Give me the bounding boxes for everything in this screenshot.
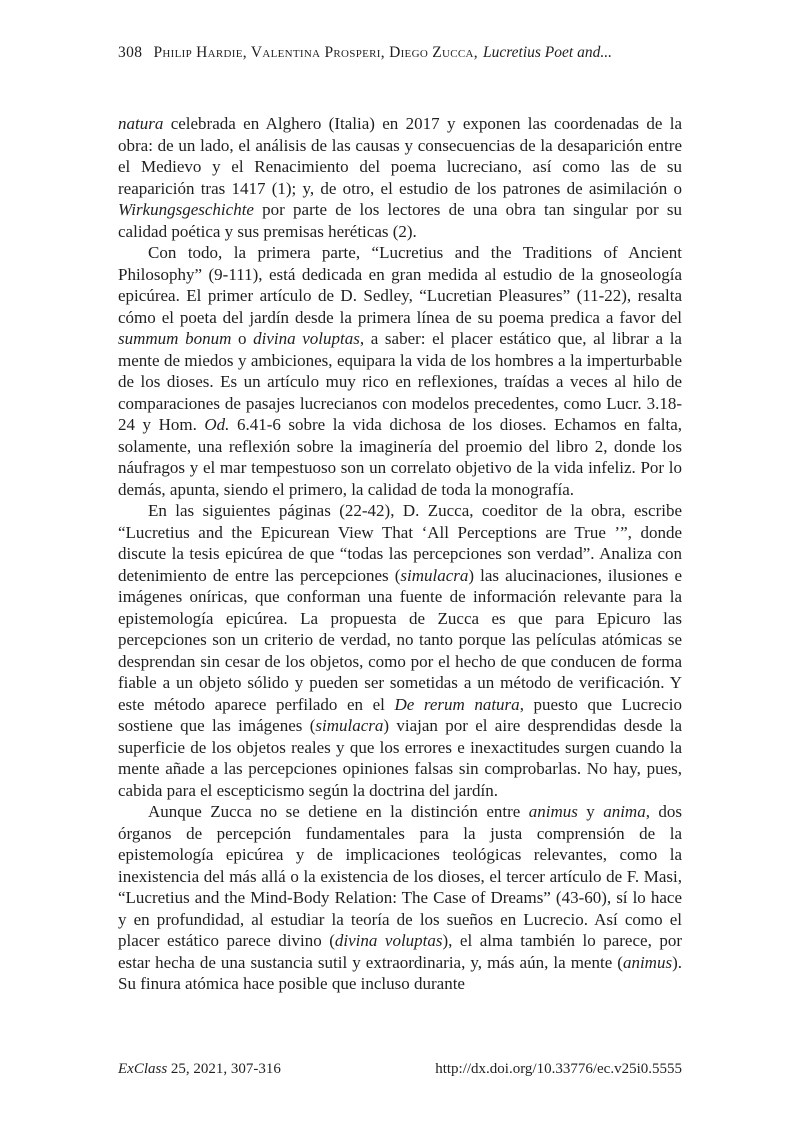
text-segment: En las siguientes páginas (22-42), D. Zucca, coeditor de la obra, escribe “Lucretius and the Epicurean View That ‘All Perceptions are True ’”, donde discute la tesis epicúrea de que “todas las percepciones son verdad”. Analiza con detenimiento de entre las percepciones ( bbox=[118, 501, 682, 585]
italic-text-segment: Wirkungsgeschichte bbox=[118, 200, 254, 219]
citation-details: 25, 2021, 307-316 bbox=[167, 1061, 281, 1077]
paragraph bbox=[118, 801, 682, 995]
text-segment: y bbox=[577, 802, 604, 821]
running-header bbox=[118, 44, 700, 62]
text-segment: o bbox=[231, 329, 254, 348]
review-body-text bbox=[118, 113, 682, 995]
text-segment: ) las alucinaciones, ilusiones e imágenes oníricas, que conforman una fuente de información relevante para la epistemología epicúrea. La propuesta de Zucca es que para Epicuro las percepciones son un criterio de verdad, no tanto porque las películas atómicas se desprendan sin cesar de los objetos, como por el hecho de que conducen de forma fiable a un objeto sólido y pueden ser sometidas a un método de verificación. Y este método aparece perfilado en el bbox=[118, 565, 682, 714]
italic-text-segment: simulacra bbox=[315, 716, 384, 735]
text-segment: ). Su finura atómica hace posible que incluso durante bbox=[118, 952, 682, 993]
paragraph bbox=[118, 500, 682, 801]
italic-text-segment: divina voluptas bbox=[253, 329, 360, 348]
paragraph bbox=[118, 242, 682, 500]
italic-text-segment: natura bbox=[118, 114, 164, 133]
italic-text-segment: simulacra bbox=[400, 565, 469, 585]
footer-doi: http://dx.doi.org/10.33776/ec.v25i0.5555 bbox=[435, 1061, 682, 1077]
header-authors: Philip Hardie, Valentina Prosperi, Diego Zucca, bbox=[153, 44, 478, 61]
journal-name: ExClass bbox=[118, 1061, 168, 1077]
text-segment: celebrada en Alghero (Italia) en 2017 y exponen las coordenadas de la obra: de un lado, el análisis de las causas y consecuencias de la desaparición entre el Medievo y el Renacimiento del poema lucreciano, así como las de su reaparición tras 1417 (1); y, de otro, el estudio de los patrones de asimilación o bbox=[118, 114, 682, 198]
italic-text-segment: Od. bbox=[204, 415, 230, 434]
italic-text-segment: animus bbox=[528, 802, 578, 821]
footer-citation bbox=[118, 1061, 281, 1078]
text-segment: , puesto que Lucrecio sostiene que las imágenes ( bbox=[118, 694, 682, 735]
italic-text-segment: animus bbox=[622, 952, 673, 972]
text-segment: , a saber: el placer estático que, al librar a la mente de miedos y ambiciones, equipara la vida de los hombres a la imperturbable de los dioses. Es un artículo muy rico en reflexiones, traídas a veces al hilo de comparaciones de pasajes lucrecianos con modelos precedentes, como Lucr. 3.18-24 y Hom. bbox=[118, 329, 682, 434]
text-segment: ) viajan por el aire desprendidas desde la superficie de los objetos reales y que los errores e inexactitudes surgen cuando la mente añade a las percepciones opiniones falsas sin comprobarlas. No hay, pues, cabida para el escepticismo según la doctrina del jardín. bbox=[118, 716, 682, 800]
text-segment: , dos órganos de percepción fundamentales para la justa comprensión de la epistemología epicúrea y de implicaciones teológicas relevantes, como la inexistencia del más allá o la existencia de los dioses, el tercer artículo de F. Masi, “Lucretius and the Mind-Body Relation: The Case of Dreams” (43-60), sí lo hace y en profundidad, al estudiar la teoría de los sueños en Lucrecio. Así como el placer estático parece divino ( bbox=[118, 802, 682, 950]
text-segment: Con todo, la primera parte, “Lucretius and the Traditions of Ancient Philosophy” (9-111), está dedicada en gran medida al estudio de la gnoseología epicúrea. El primer artículo de D. Sedley, “Lucretian Pleasures” (11-22), resalta cómo el poeta del jardín desde la primera línea de su poema predica a favor del bbox=[118, 243, 682, 327]
italic-text-segment: summum bonum bbox=[118, 329, 232, 348]
italic-text-segment: De rerum natura bbox=[394, 694, 520, 714]
text-segment: Aunque Zucca no se detiene en la distinción entre bbox=[148, 802, 529, 821]
paragraph bbox=[118, 113, 682, 242]
text-segment: ), el alma también lo parece, por estar hecha de una sustancia sutil y extraordinaria, y, más aún, la mente ( bbox=[118, 931, 682, 972]
header-book-title: Lucretius Poet and... bbox=[482, 44, 612, 61]
italic-text-segment: anima bbox=[603, 802, 646, 821]
page-footer bbox=[118, 1061, 682, 1078]
page-number: 308 bbox=[118, 44, 143, 61]
text-segment: 6.41-6 sobre la vida dichosa de los dioses. Echamos en falta, solamente, una reflexión sobre la imaginería del proemio del libro 2, donde los náufragos y el mar tempestuoso son un correlato objetivo de la vida infeliz. Por lo demás, apunta, siendo el primero, la calidad de toda la monografía. bbox=[118, 415, 682, 499]
text-segment: por parte de los lectores de una obra tan singular por su calidad poética y sus premisas heréticas (2). bbox=[118, 200, 682, 241]
italic-text-segment: divina voluptas bbox=[334, 931, 443, 950]
